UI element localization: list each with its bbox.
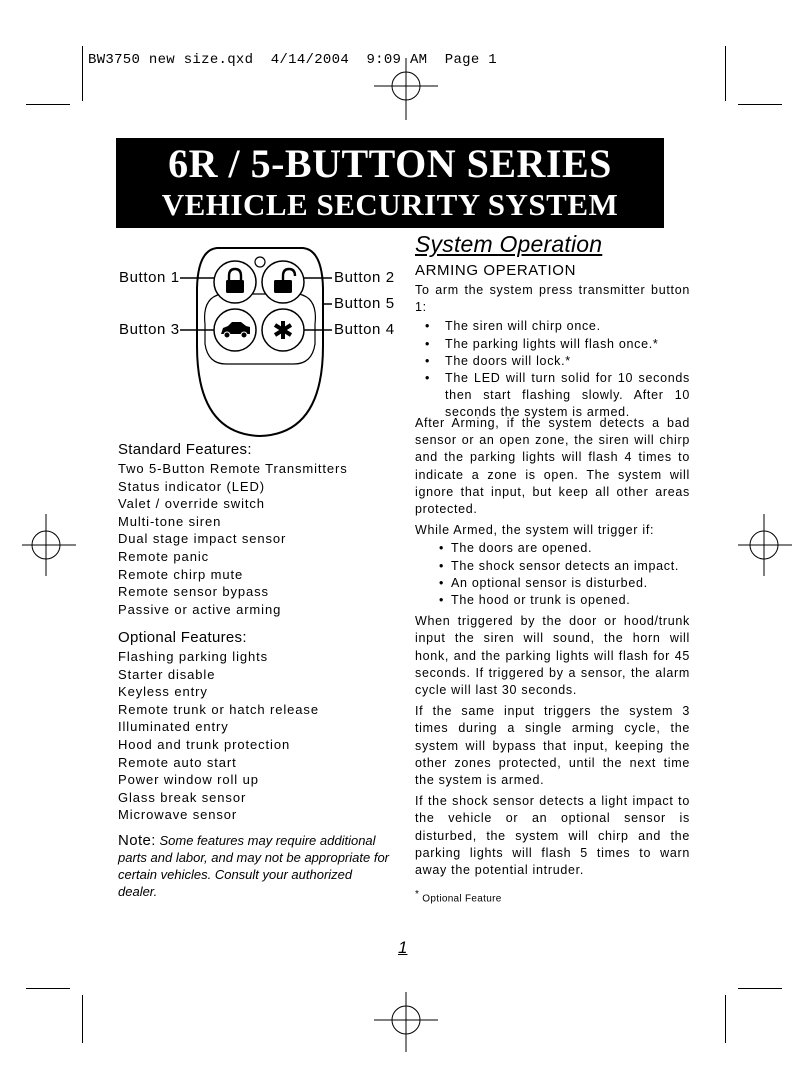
- arming-block: [415, 282, 690, 422]
- button-3-label: Button 3: [119, 321, 180, 338]
- standard-features-heading: Standard Features:: [118, 441, 252, 458]
- shock-sensor-paragraph: If the shock sensor detects a light impact to the vehicle or an optional sensor is disturbed, the system will chirp and the parking lights will flash 5 times to warn away the potential intruder.: [415, 794, 690, 878]
- note-lead: Note:: [118, 832, 156, 849]
- crop-mark: [738, 104, 782, 105]
- list-item: Remote trunk or hatch release: [118, 701, 319, 717]
- note-text: Some features may require additional parts and labor, and may not be appropriate for certain vehicles. Consult your authorized dealer.: [118, 833, 390, 899]
- list-item: Power window roll up: [118, 772, 259, 788]
- list-item: Valet / override switch: [118, 496, 265, 512]
- list-item: Dual stage impact sensor: [118, 531, 287, 547]
- crop-mark: [82, 46, 83, 101]
- trigger-bullet: • The shock sensor detects an impact.: [415, 558, 690, 575]
- list-item: Passive or active arming: [118, 601, 282, 617]
- system-operation-heading: System Operation: [415, 231, 603, 257]
- button-1-label: Button 1: [119, 269, 180, 286]
- list-item: Flashing parking lights: [118, 649, 269, 664]
- after-arming-paragraph: After Arming, if the system detects a bad sensor or an open zone, the siren will chirp and the parking lights will flash 4 times to indicate a zone is open. The system will ignore that input, but keep all other areas protected.: [415, 416, 690, 517]
- crop-mark: [26, 104, 70, 105]
- trigger-bullet: • The doors are opened.: [415, 540, 690, 557]
- list-item: Hood and trunk protection: [118, 736, 291, 752]
- registration-mark-right: [734, 512, 794, 578]
- file-slug: BW3750 new size.qxd 4/14/2004 9:09 AM Page 1: [88, 52, 497, 68]
- registration-mark-bottom: [370, 990, 442, 1054]
- button-5-label: Button 5: [334, 295, 395, 312]
- optional-features-heading: Optional Features:: [118, 629, 247, 646]
- footnote-mark: *: [415, 889, 420, 900]
- list-item: Microwave sensor: [118, 807, 238, 823]
- page-number: 1: [398, 938, 408, 957]
- crop-mark: [738, 988, 782, 989]
- crop-mark: [26, 988, 70, 989]
- list-item: Illuminated entry: [118, 719, 229, 735]
- arming-intro: To arm the system press transmitter button 1:: [415, 283, 690, 315]
- arm-bullet: • The parking lights will flash once.*: [415, 336, 690, 353]
- arming-operation-heading: ARMING OPERATION: [415, 262, 576, 279]
- arm-bullet: • The doors will lock.*: [415, 353, 690, 370]
- button-4-label: Button 4: [334, 321, 395, 338]
- crop-mark: [725, 995, 726, 1043]
- registration-mark-left: [20, 512, 80, 578]
- remote-transmitter-illustration: [180, 238, 340, 444]
- crop-mark: [82, 995, 83, 1043]
- dealer-note: [118, 832, 394, 900]
- list-item: Keyless entry: [118, 684, 208, 700]
- arm-bullet: • The LED will turn solid for 10 seconds then start flashing slowly. After 10 seconds the system is armed.: [415, 370, 690, 422]
- button-2-label: Button 2: [334, 269, 395, 286]
- while-armed-paragraph: While Armed, the system will trigger if:: [415, 523, 655, 538]
- operation-body: [415, 415, 690, 883]
- list-item: Remote chirp mute: [118, 566, 244, 582]
- when-triggered-paragraph: When triggered by the door or hood/trunk input the siren will sound, the horn will honk, and the parking lights will flash for 45 seconds. If triggered by a sensor, the alarm cycle will last 30 seconds.: [415, 614, 690, 698]
- crop-mark: [725, 46, 726, 101]
- trigger-bullet: • An optional sensor is disturbed.: [415, 575, 690, 592]
- list-item: Remote panic: [118, 548, 210, 564]
- list-item: Starter disable: [118, 666, 216, 682]
- optional-feature-footnote: [415, 889, 502, 904]
- list-item: Remote sensor bypass: [118, 584, 269, 600]
- list-item: Glass break sensor: [118, 789, 247, 805]
- arm-bullet: • The siren will chirp once.: [415, 318, 690, 335]
- title-banner: [116, 138, 664, 228]
- same-input-paragraph: If the same input triggers the system 3 times during a single arming cycle, the system will bypass that input, keeping the other zones protected, until the next time the system is armed.: [415, 704, 690, 788]
- trigger-bullet: • The hood or trunk is opened.: [415, 592, 690, 609]
- list-item: Two 5-Button Remote Transmitters: [118, 461, 348, 476]
- list-item: Remote auto start: [118, 754, 237, 770]
- title-line-1: 6R / 5-BUTTON SERIES: [168, 141, 612, 186]
- footnote-text: Optional Feature: [422, 893, 502, 905]
- optional-features-list: [118, 648, 319, 824]
- title-line-2: VEHICLE SECURITY SYSTEM: [161, 187, 619, 222]
- list-item: Status indicator (LED): [118, 478, 265, 494]
- standard-features-list: [118, 460, 348, 618]
- list-item: Multi-tone siren: [118, 513, 222, 529]
